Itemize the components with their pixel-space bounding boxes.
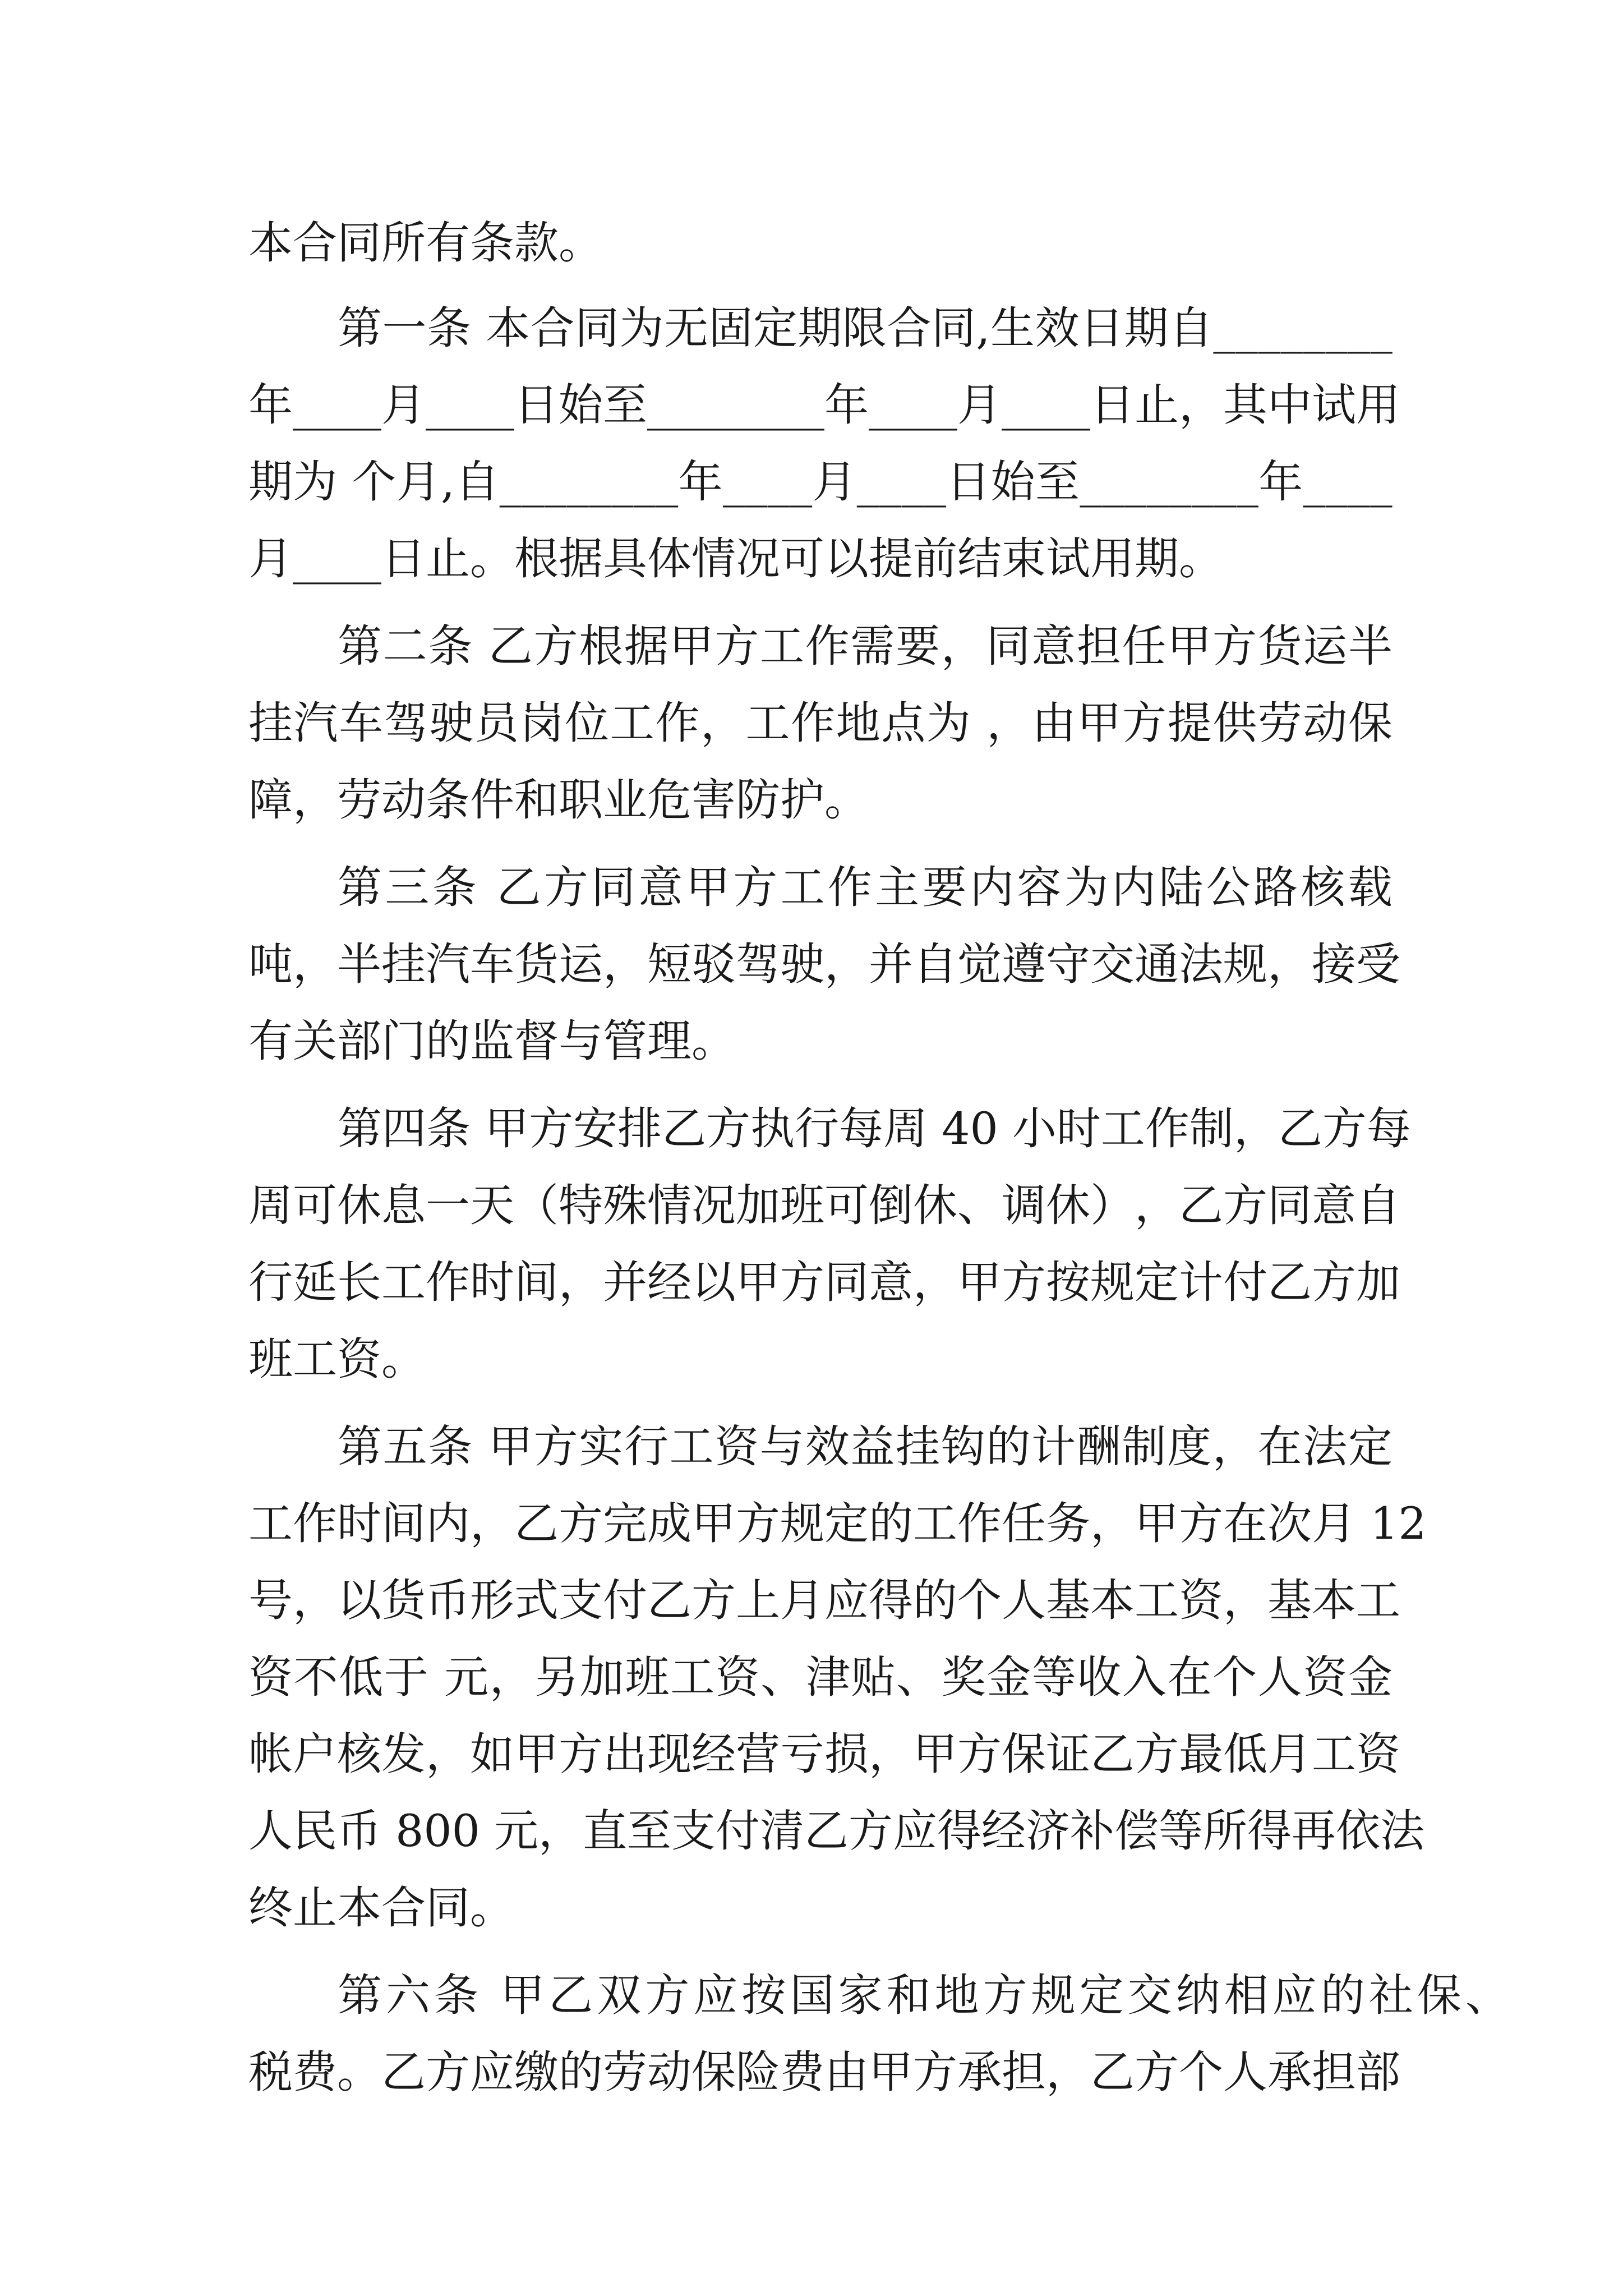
text-line: 人 民 币 8 0 0 元 ， 直 至 支 付 清 乙 方 应 得 经 济 补 偿 等 所 得 再 依 法	[248, 1805, 1425, 1857]
text-line: 第 二 条 乙 方 根 据 甲 方 工 作 需 要 ， 同 意 担 任 甲 方 货 运 半	[338, 620, 1393, 672]
text-line: 班工资。	[248, 1333, 426, 1385]
text-line: 资 不 低 于 元 ， 另 加 班 工 资 、 津 贴 、 奖 金 等 收 入 在 个 人 资 金	[248, 1651, 1393, 1703]
text-line: 障，劳动条件和职业危害防护。	[248, 774, 869, 826]
text-line: 第 一 条 本 合 同 为 无 固 定 期 限 合 同 , 生 效 日 期 自 _ _ _ _ _ _ _ _	[338, 302, 1393, 354]
text-line: 年 _ _ _ _ 月 _ _ _ _ 日 始 至 _ _ _ _ _ _ _ _ 年 _ _ _ _ 月 _ _ _ _ 日 止 ， 其 中 试 用	[248, 379, 1400, 431]
text-line: 挂 汽 车 驾 驶 员 岗 位 工 作 ， 工 作 地 点 为 ， 由 甲 方 提 供 劳 动 保	[248, 697, 1393, 749]
text-line: 有关部门的监督与管理。	[248, 1015, 736, 1067]
text-line: 第 五 条 甲 方 实 行 工 资 与 效 益 挂 钩 的 计 酬 制 度 ， 在 法 定	[338, 1421, 1393, 1473]
text-line: 终止本合同。	[248, 1882, 514, 1934]
text-line: 第 四 条 甲 方 安 排 乙 方 执 行 每 周 4 0 小 时 工 作 制 ， 乙 方 每	[338, 1103, 1411, 1154]
text-line: 月____日止。根据具体情况可以提前结束试用期。	[248, 533, 1223, 585]
text-line: 周 可 休 息 一 天 （ 特 殊 情 况 加 班 可 倒 休 、 调 休 ） ， 乙 方 同 意 自	[248, 1180, 1400, 1231]
text-line: 吨 ， 半 挂 汽 车 货 运 ， 短 驳 驾 驶 ， 并 自 觉 遵 守 交 通 法 规 ， 接 受	[248, 938, 1400, 990]
text-line: 本合同所有条款。	[248, 217, 603, 269]
text-line: 工 作 时 间 内 ， 乙 方 完 成 甲 方 规 定 的 工 作 任 务 ， 甲 方 在 次 月 1 2	[248, 1498, 1427, 1549]
text-line: 行 延 长 工 作 时 间 ， 并 经 以 甲 方 同 意 ， 甲 方 按 规 定 计 付 乙 方 加	[248, 1257, 1400, 1308]
text-line: 第 六 条 甲 乙 双 方 应 按 国 家 和 地 方 规 定 交 纳 相 应 的 社 保 、	[338, 1970, 1510, 2021]
text-line: 税 费 。 乙 方 应 缴 的 劳 动 保 险 费 由 甲 方 承 担 ， 乙 方 个 人 承 担 部	[248, 2046, 1400, 2098]
text-line: 帐 户 核 发 ， 如 甲 方 出 现 经 营 亏 损 ， 甲 方 保 证 乙 方 最 低 月 工 资	[248, 1728, 1400, 1780]
text-line: 第 三 条 乙 方 同 意 甲 方 工 作 主 要 内 容 为 内 陆 公 路 核 载	[338, 862, 1393, 913]
text-line: 期 为 个 月 , 自 _ _ _ _ _ _ _ _ 年 _ _ _ _ 月 _ _ _ _ 日 始 至 _ _ _ _ _ _ _ _ 年 _ _ _ _	[248, 456, 1393, 508]
text-line: 号 ， 以 货 币 形 式 支 付 乙 方 上 月 应 得 的 个 人 基 本 工 资 ， 基 本 工	[248, 1575, 1400, 1626]
